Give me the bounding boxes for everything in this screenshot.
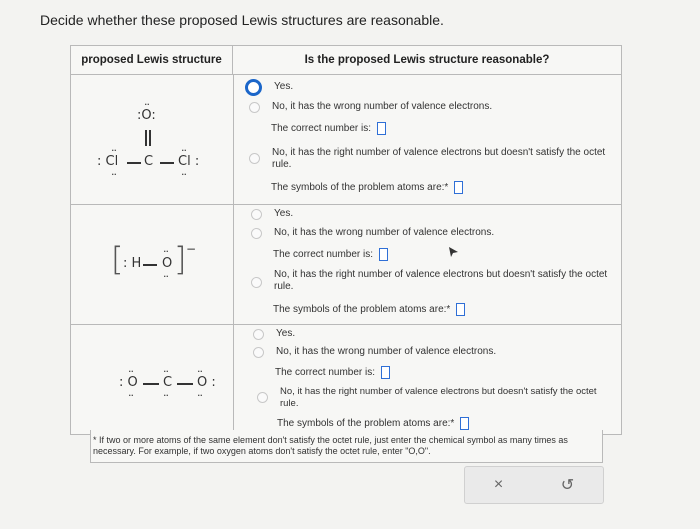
lone-pair: ·· — [111, 144, 116, 157]
single-bond — [160, 162, 174, 164]
lone-pair: ·· — [128, 365, 133, 378]
col-header-structure: proposed Lewis structure — [71, 46, 233, 74]
row3-correct-number-input[interactable] — [381, 366, 390, 379]
charge-label: − — [186, 242, 197, 256]
structure-hydroxide — [71, 204, 233, 324]
lone-pair: ·· — [181, 144, 186, 157]
row2-correct-number-input[interactable] — [379, 248, 388, 261]
atom-o-right: O : — [197, 375, 216, 390]
structure-cocl2 — [71, 74, 233, 204]
atom-cl-right: Cl : — [178, 154, 200, 169]
row2-option-octet[interactable]: No, it has the right number of valence electrons but doesn't satisfy the octet rule. — [251, 269, 614, 293]
single-bond — [177, 383, 193, 385]
radio-button[interactable] — [251, 228, 262, 239]
atom-c-center: C — [163, 375, 173, 390]
radio-button[interactable] — [253, 347, 264, 358]
single-bond — [143, 383, 159, 385]
row3-option-wrong-electrons[interactable]: No, it has the wrong number of valence electrons. — [253, 346, 496, 358]
undo-button[interactable]: ↺ — [560, 477, 575, 494]
atom-c-center: C — [144, 154, 154, 169]
atom-o-top: :O: — [137, 108, 156, 123]
lone-pair: ·· — [163, 365, 168, 378]
radio-button[interactable] — [251, 209, 262, 220]
lone-pair: ·· — [163, 389, 168, 402]
radio-button[interactable] — [253, 329, 264, 340]
divider — [233, 74, 234, 434]
single-bond — [127, 162, 141, 164]
row2-correct-number: The correct number is: — [273, 248, 388, 261]
radio-button[interactable] — [249, 153, 260, 164]
row1-correct-number-input[interactable] — [377, 122, 386, 135]
radio-button[interactable] — [257, 392, 268, 403]
col-header-reasonable: Is the proposed Lewis structure reasonable? — [304, 54, 550, 66]
lone-pair: ·· — [181, 168, 186, 181]
bracket-right: ] — [174, 240, 187, 278]
row2-option-yes[interactable]: Yes. — [251, 208, 293, 220]
single-bond — [143, 264, 157, 266]
lone-pair: ·· — [163, 245, 168, 258]
row1-option-wrong-electrons[interactable]: No, it has the wrong number of valence electrons. — [249, 101, 492, 113]
atom-cl-left: : Cl — [97, 154, 119, 169]
clear-button[interactable]: × — [493, 476, 504, 493]
bracket-left: [ — [111, 240, 124, 278]
lone-pair: ·· — [144, 98, 149, 111]
lone-pair: ·· — [197, 365, 202, 378]
atom-o: O — [162, 256, 173, 271]
row2-problem-atoms: The symbols of the problem atoms are:* — [273, 303, 465, 316]
atom-h: : H — [123, 256, 142, 271]
lone-pair: ·· — [163, 270, 168, 283]
row3-option-yes[interactable]: Yes. — [253, 328, 295, 340]
row1-problem-atoms-input[interactable] — [454, 181, 463, 194]
atom-o-left: : O — [119, 375, 138, 390]
row1-correct-number: The correct number is: — [271, 122, 386, 135]
lone-pair: ·· — [128, 389, 133, 402]
row1-problem-atoms: The symbols of the problem atoms are:* — [271, 181, 463, 194]
row2-option-wrong-electrons[interactable]: No, it has the wrong number of valence electrons. — [251, 227, 494, 239]
row2-problem-atoms-input[interactable] — [456, 303, 465, 316]
footnote: * If two or more atoms of the same element don't satisfy the octet rule, just enter the chemical symbol as many times as necessary. For example, if two oxygen atoms don't satisfy the octet rule, enter "O,O". — [93, 435, 568, 456]
double-bond — [149, 130, 151, 146]
lewis-table — [70, 45, 622, 435]
double-bond — [145, 130, 147, 146]
row1-option-octet[interactable]: No, it has the right number of valence electrons but doesn't satisfy the octet rule. — [249, 147, 617, 171]
action-bar — [464, 466, 604, 504]
lone-pair: ·· — [111, 168, 116, 181]
row1-option-yes[interactable]: Yes. — [245, 81, 293, 96]
row3-problem-atoms-input[interactable] — [460, 417, 469, 430]
row3-correct-number: The correct number is: — [275, 366, 390, 379]
radio-button[interactable] — [249, 102, 260, 113]
question-text: Decide whether these proposed Lewis structures are reasonable. — [40, 12, 444, 28]
row3-option-octet[interactable]: No, it has the right number of valence electrons but doesn't satisfy the octet rule. — [257, 386, 610, 410]
structure-co2 — [71, 324, 233, 436]
lone-pair: ·· — [197, 389, 202, 402]
mouse-cursor-icon — [447, 246, 459, 258]
radio-button[interactable] — [251, 277, 262, 288]
row3-problem-atoms: The symbols of the problem atoms are:* — [277, 417, 469, 430]
radio-button[interactable] — [245, 79, 262, 96]
